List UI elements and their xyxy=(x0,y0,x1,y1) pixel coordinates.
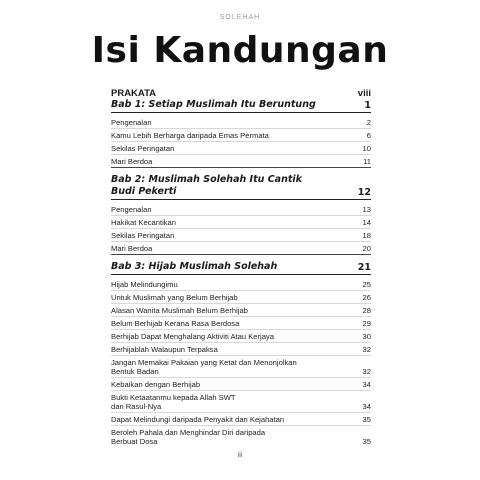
toc-entry[interactable] xyxy=(111,216,371,229)
chapter-page: 21 xyxy=(357,262,371,273)
entry-title xyxy=(111,231,174,240)
entry-page: 13 xyxy=(362,204,371,214)
entry-page: 26 xyxy=(362,292,371,302)
entry-title-line: Berbuat Dosa xyxy=(111,436,158,446)
entry-title-line: Belum Berhijab Kerana Rasa Berdosa xyxy=(111,318,240,328)
entry-title xyxy=(111,428,265,446)
entry-page: 35 xyxy=(362,414,371,424)
chapter-title xyxy=(111,99,316,111)
toc-entry[interactable] xyxy=(111,291,371,304)
entry-title xyxy=(111,415,284,424)
entry-title-line: Hakikat Kecantikan xyxy=(111,217,177,227)
entry-title xyxy=(111,380,200,389)
entry-page: 32 xyxy=(362,366,371,376)
chapter-entries xyxy=(111,278,371,447)
chapter-page: 1 xyxy=(364,100,371,111)
entry-title-line: Jangan Memakai Pakaian yang Ketat dan Menonjolkan xyxy=(111,357,297,367)
entry-title xyxy=(111,131,269,140)
entry-page: 28 xyxy=(362,305,371,315)
entry-title xyxy=(111,280,178,289)
entry-title xyxy=(111,118,152,127)
chapter-list xyxy=(111,99,371,447)
entry-page: 20 xyxy=(362,243,371,253)
entry-title-line: Bukti Ketaatanmu kepada Allah SWT xyxy=(111,392,236,402)
entry-page: 34 xyxy=(362,379,371,389)
entry-title xyxy=(111,319,239,328)
entry-title xyxy=(111,393,236,411)
entry-title xyxy=(111,205,152,214)
page-title: Isi Kandungan xyxy=(91,30,389,71)
entry-title xyxy=(111,157,152,166)
chapter-entries xyxy=(111,203,371,255)
entry-title-line: Mari Berdoa xyxy=(111,243,153,253)
toc-entry[interactable] xyxy=(111,391,371,413)
entry-page: 14 xyxy=(362,217,371,227)
entry-page: 32 xyxy=(362,344,371,354)
entry-page: 2 xyxy=(366,117,371,127)
toc-entry[interactable] xyxy=(111,413,371,426)
entry-title-line: Berhijab Dapat Menghalang Aktiviti Atau Kerjaya xyxy=(111,331,274,341)
toc-entry[interactable] xyxy=(111,129,371,142)
entry-title-line: Dapat Melindungi daripada Penyakit dan Kejahatan xyxy=(111,414,285,424)
entry-title xyxy=(111,293,238,302)
toc-entry[interactable] xyxy=(111,278,371,291)
entry-title-line: dan Rasul-Nya xyxy=(111,401,162,411)
chapter-page: 12 xyxy=(357,187,371,198)
entry-title xyxy=(111,358,297,376)
chapter-entries xyxy=(111,116,371,168)
table-of-contents xyxy=(111,85,371,453)
toc-entry[interactable] xyxy=(111,304,371,317)
chapter-title xyxy=(111,261,277,273)
toc-entry[interactable] xyxy=(111,116,371,129)
toc-entry[interactable] xyxy=(111,330,371,343)
toc-entry[interactable] xyxy=(111,426,371,447)
toc-entry[interactable] xyxy=(111,155,371,167)
chapter-title-line: Budi Pekerti xyxy=(111,186,177,197)
toc-entry[interactable] xyxy=(111,203,371,216)
entry-title-line: Untuk Muslimah yang Belum Berhijab xyxy=(111,292,238,302)
entry-page: 35 xyxy=(362,436,371,446)
chapter-heading[interactable] xyxy=(111,99,371,113)
prakata-label: PRAKATA xyxy=(111,88,157,99)
toc-entry[interactable] xyxy=(111,229,371,242)
entry-title-line: Kebaikan dengan Berhijab xyxy=(111,379,201,389)
entry-title xyxy=(111,332,274,341)
toc-entry[interactable] xyxy=(111,242,371,254)
chapter-title-line: Bab 2: Muslimah Solehah Itu Cantik xyxy=(111,174,302,185)
page-number: iii xyxy=(237,452,243,459)
toc-entry[interactable] xyxy=(111,343,371,356)
entry-title-line: Hijab Melindungimu xyxy=(111,279,178,289)
entry-title-line: Kamu Lebih Berharga daripada Emas Permata xyxy=(111,130,269,140)
entry-page: 6 xyxy=(366,130,371,140)
chapter-title-line: Bab 1: Setiap Muslimah Itu Beruntung xyxy=(111,99,316,110)
toc-entry[interactable] xyxy=(111,378,371,391)
entry-title-line: Pengenalan xyxy=(111,204,152,214)
entry-title xyxy=(111,218,176,227)
entry-title xyxy=(111,144,174,153)
entry-title xyxy=(111,244,152,253)
entry-title-line: Bentuk Badan xyxy=(111,366,159,376)
entry-page: 29 xyxy=(362,318,371,328)
entry-title-line: Berhijablah Walaupun Terpaksa xyxy=(111,344,218,354)
chapter-title xyxy=(111,174,302,198)
entry-page: 34 xyxy=(362,401,371,411)
running-head: SOLEHAH xyxy=(219,14,261,21)
entry-page: 11 xyxy=(363,156,371,166)
chapter-heading[interactable] xyxy=(111,174,371,200)
prakata-page: viii xyxy=(357,88,371,99)
entry-title xyxy=(111,345,218,354)
entry-page: 10 xyxy=(362,143,371,153)
entry-title-line: Pengenalan xyxy=(111,117,152,127)
entry-title-line: Alasan Wanita Muslimah Belum Berhijab xyxy=(111,305,248,315)
entry-page: 25 xyxy=(362,279,371,289)
entry-page: 30 xyxy=(362,331,371,341)
chapter-heading[interactable] xyxy=(111,261,371,275)
entry-title-line: Beroleh Pahala dan Menghindar Diri daripada xyxy=(111,427,266,437)
toc-entry[interactable] xyxy=(111,317,371,330)
entry-title xyxy=(111,306,248,315)
chapter-title-line: Bab 3: Hijab Muslimah Solehah xyxy=(111,261,278,272)
entry-title-line: Mari Berdoa xyxy=(111,156,153,166)
toc-entry[interactable] xyxy=(111,142,371,155)
entry-title-line: Sekilas Peringatan xyxy=(111,143,175,153)
entry-page: 18 xyxy=(362,230,371,240)
toc-prakata[interactable] xyxy=(111,85,371,99)
entry-title-line: Sekilas Peringatan xyxy=(111,230,175,240)
toc-entry[interactable] xyxy=(111,356,371,378)
